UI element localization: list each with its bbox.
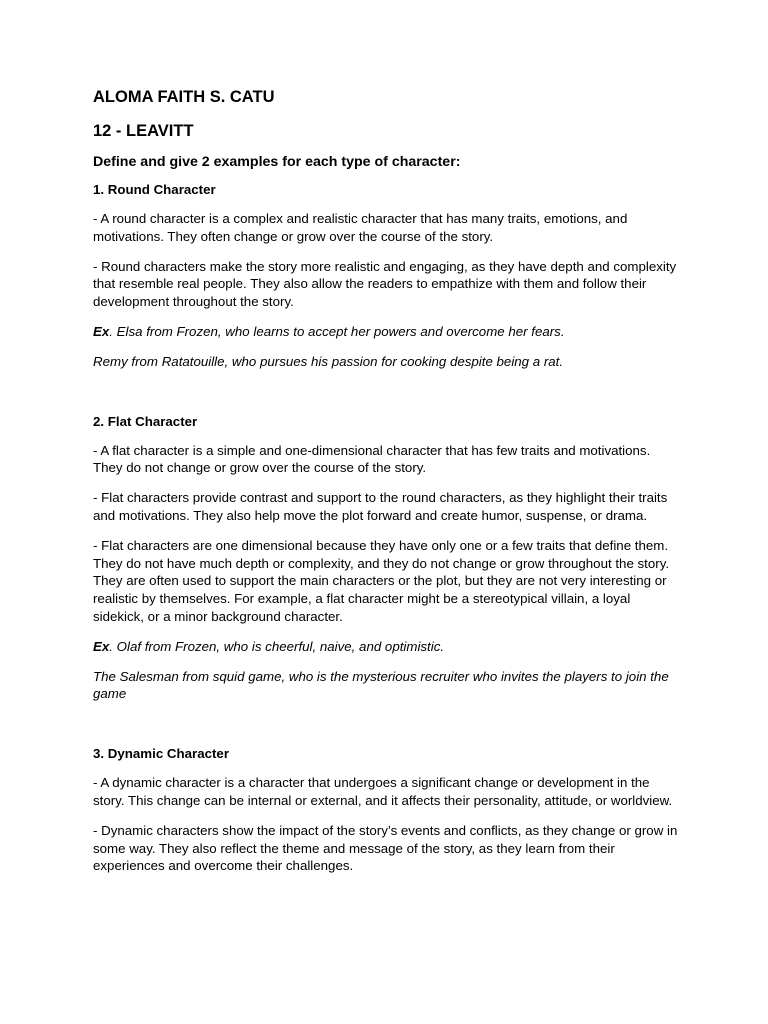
definition-paragraph: - A round character is a complex and realistic character that has many traits, emotions, and motivations. They often change or grow over the course of the story. — [93, 211, 628, 244]
explanation-paragraph: - Dynamic characters show the impact of the story’s events and conflicts, as they change or grow in some way. They also reflect the theme and message of the story, as they learn from their experiences and overcome their challenges. — [93, 822, 678, 874]
definition-paragraph: - A flat character is a simple and one-dimensional character that has few traits and motivations. They do not change or grow over the course of the story. — [93, 442, 651, 476]
definition-paragraph: - A dynamic character is a character that undergoes a significant change or development in the story. This change can be internal or external, and it affects their personality, attitude, or worldview. — [93, 775, 673, 808]
class-section: 12 - LEAVITT — [93, 122, 194, 140]
explanation-paragraph: - Flat characters provide contrast and support to the round characters, as they highlight their traits and motivations. They also help move the plot forward and create humor, suspense, or drama. — [93, 490, 668, 523]
document-page — [93, 86, 683, 887]
section-spacer — [93, 715, 683, 745]
section-title: 3. Dynamic Character — [93, 746, 229, 762]
section-spacer — [93, 383, 683, 413]
explanation-paragraph: - Flat characters are one dimensional because they have only one or a few traits that define them. They do not have much depth or complexity, and they do not change or grow throughout the story. They are often used to support the main characters or the plot, but they are not very interesting or realistic by themselves. For example, a flat character might be a stereotypical villain, a loyal sidekick, or a minor background character. — [93, 537, 670, 624]
student-name: ALOMA FAITH S. CATU — [93, 88, 275, 106]
explanation-paragraph: - Round characters make the story more realistic and engaging, as they have depth and complexity that resemble real people. They also allow the readers to empathize with them and follow their development throughout the story. — [93, 258, 677, 310]
section-title: 1. Round Character — [93, 182, 216, 197]
example-text: . Elsa from Frozen, who learns to accept her powers and overcome her fears. — [109, 323, 565, 339]
section-dynamic-character — [93, 745, 683, 875]
example-1 — [93, 638, 683, 656]
example-prefix: Ex — [93, 638, 110, 654]
example-prefix: Ex — [93, 323, 110, 339]
example-text: . Olaf from Frozen, who is cheerful, naive, and optimistic. — [109, 638, 445, 654]
section-flat-character — [93, 413, 683, 704]
section-title: 2. Flat Character — [93, 413, 198, 429]
example-1 — [93, 323, 683, 341]
assignment-instructions: Define and give 2 examples for each type of character: — [93, 154, 461, 170]
section-round-character — [93, 181, 683, 371]
example-2: The Salesman from squid game, who is the mysterious recruiter who invites the players to join the game — [93, 668, 669, 702]
example-2: Remy from Ratatouille, who pursues his passion for cooking despite being a rat. — [93, 353, 564, 369]
